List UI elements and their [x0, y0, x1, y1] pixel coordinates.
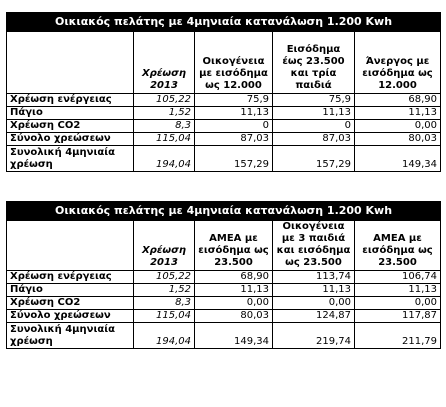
row-label: Πάγιο: [7, 284, 134, 297]
cell: 115,04: [134, 310, 195, 323]
cell: 87,03: [195, 133, 273, 146]
cell: 1,52: [134, 284, 195, 297]
column-header: Εισόδημα έως 23.500 και τρία παιδιά: [273, 32, 355, 94]
column-header: Άνεργος με εισόδημα ως 12.000: [355, 32, 441, 94]
cell: 105,22: [134, 271, 195, 284]
cell: 80,03: [195, 310, 273, 323]
table-row: [7, 146, 441, 172]
cell: 105,22: [134, 94, 195, 107]
table-row: [7, 133, 441, 146]
cell: 194,04: [134, 323, 195, 349]
row-label: Πάγιο: [7, 107, 134, 120]
cell: 87,03: [273, 133, 355, 146]
cell: 11,13: [195, 284, 273, 297]
cell: 0,00: [355, 120, 441, 133]
cell: 124,87: [273, 310, 355, 323]
row-label: Σύνολο χρεώσεων: [7, 310, 134, 323]
cell: 106,74: [355, 271, 441, 284]
table-row: [7, 284, 441, 297]
cell: 11,13: [195, 107, 273, 120]
header-blank: [7, 221, 134, 271]
table-title: Οικιακός πελάτης με 4μηνιαία κατανάλωση 1.200 Kwh: [7, 202, 441, 221]
table-row: [7, 107, 441, 120]
table-row: [7, 310, 441, 323]
cell: 157,29: [273, 146, 355, 172]
table-1: [6, 12, 441, 172]
table-row: [7, 297, 441, 310]
cell: 0,00: [195, 297, 273, 310]
column-header: Χρέωση 2013: [134, 32, 195, 94]
cell: 8,3: [134, 297, 195, 310]
cell: 11,13: [273, 284, 355, 297]
cell: 0: [273, 120, 355, 133]
row-label: Χρέωση CO2: [7, 120, 134, 133]
row-label: Χρέωση ενέργειας: [7, 94, 134, 107]
row-label: Χρέωση CO2: [7, 297, 134, 310]
column-header: Χρέωση 2013: [134, 221, 195, 271]
cell: 11,13: [273, 107, 355, 120]
cell: 0,00: [273, 297, 355, 310]
row-label: Συνολική 4μηνιαία χρέωση: [7, 323, 134, 349]
cell: 75,9: [273, 94, 355, 107]
row-label: Συνολική 4μηνιαία χρέωση: [7, 146, 134, 172]
table-2: [6, 201, 441, 349]
cell: 11,13: [355, 284, 441, 297]
cell: 113,74: [273, 271, 355, 284]
cell: 194,04: [134, 146, 195, 172]
cell: 11,13: [355, 107, 441, 120]
cell: 68,90: [195, 271, 273, 284]
cell: 0,00: [355, 297, 441, 310]
cell: 149,34: [355, 146, 441, 172]
cell: 117,87: [355, 310, 441, 323]
table-row: [7, 120, 441, 133]
cell: 219,74: [273, 323, 355, 349]
row-label: Σύνολο χρεώσεων: [7, 133, 134, 146]
table-row: [7, 94, 441, 107]
cell: 68,90: [355, 94, 441, 107]
cell: 0: [195, 120, 273, 133]
cell: 1,52: [134, 107, 195, 120]
table-row: [7, 271, 441, 284]
header-blank: [7, 32, 134, 94]
table-title: Οικιακός πελάτης με 4μηνιαία κατανάλωση 1.200 Kwh: [7, 13, 441, 32]
cell: 80,03: [355, 133, 441, 146]
cell: 157,29: [195, 146, 273, 172]
column-header: ΑΜΕΑ με εισόδημα ως 23.500: [195, 221, 273, 271]
cell: 211,79: [355, 323, 441, 349]
cell: 149,34: [195, 323, 273, 349]
cell: 115,04: [134, 133, 195, 146]
column-header: Οικογένεια με 3 παιδιά και εισόδημα ως 23.500: [273, 221, 355, 271]
row-label: Χρέωση ενέργειας: [7, 271, 134, 284]
cell: 75,9: [195, 94, 273, 107]
table-row: [7, 323, 441, 349]
column-header: ΑΜΕΑ με εισόδημα ως 23.500: [355, 221, 441, 271]
column-header: Οικογένεια με εισόδημα ως 12.000: [195, 32, 273, 94]
cell: 8,3: [134, 120, 195, 133]
